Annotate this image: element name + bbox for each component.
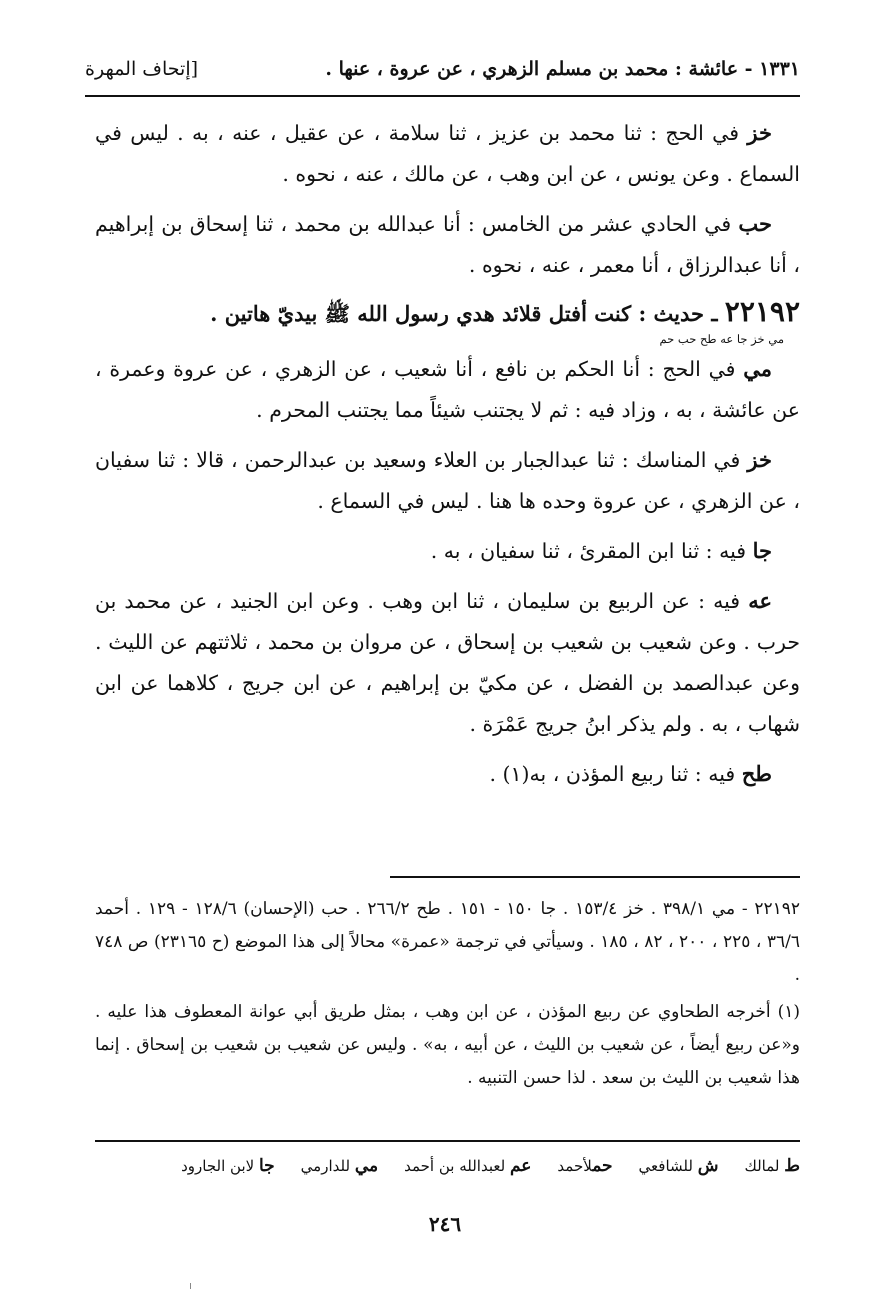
- scan-mark: [190, 1283, 191, 1289]
- hadith-text: كنت أفتل قلائد هدي رسول الله ﷺ بيديّ هاتين .: [210, 301, 632, 326]
- reference-note: ٢٢١٩٢ - مي ٣٩٨/١ . خز ١٥٣/٤ . جا ١٥٠ - ١٥١ . طح ٢٦٦/٢ . حب (الإحسان) ١٢٨/٦ - ١٢٩ . أحمد ٣٦/٦ ، ٢٢٥ ، ٢٠٠ ، ٨٢ ، ١٨٥ . وسيأتي في ترجمة «عمرة» محالاً إلى هذا الموضع (ح ٢٣١٦٥) ص ٧٤٨ .: [95, 899, 800, 985]
- main-text: [95, 112, 800, 803]
- source-code: مي: [743, 356, 772, 381]
- paragraph: [95, 203, 800, 286]
- paragraph: [95, 439, 800, 522]
- paragraph-text: فيه : ثنا ربيع المؤذن ، به(١) .: [489, 762, 742, 786]
- paragraph-text: في الحج : ثنا محمد بن عزيز ، ثنا سلامة ، عن عقيل ، عنه ، به . ليس في السماع . وعن يونس ، عن ابن وهب ، عن مالك ، عنه ، نحوه .: [95, 121, 800, 186]
- hadith-heading: [95, 294, 800, 332]
- source-code: جا: [752, 538, 772, 563]
- source-code: حب: [738, 211, 772, 236]
- source-code: طح: [741, 761, 772, 786]
- paragraph-text: في المناسك : ثنا عبدالجبار بن العلاء وسعيد بن عبدالرحمن ، قالا : ثنا سفيان ، عن الزهري ، عن عروة وحده ها هنا . ليس في السماع .: [95, 448, 800, 513]
- source-code: خز: [747, 447, 772, 472]
- footnotes: [95, 893, 800, 1099]
- paragraph-text: في الحادي عشر من الخامس : أنا عبدالله بن محمد ، ثنا إسحاق بن إبراهيم ، أنا عبدالرزاق ، أنا معمر ، عنه ، نحوه .: [95, 212, 800, 277]
- chapter-title: ١٣٣١ - عائشة : محمد بن مسلم الزهري ، عن عروة ، عنها .: [325, 58, 800, 80]
- hadith-number: ٢٢١٩٢: [724, 295, 800, 328]
- paragraph: [95, 112, 800, 195]
- abbreviation: مي للدارمي: [300, 1156, 379, 1176]
- running-header: [85, 52, 800, 88]
- footnote: (١) أخرجه الطحاوي عن ربيع المؤذن ، عن ابن وهب ، بمثل طريق أبي عوانة المعطوف هذا عليه . و«عن ربيع أيضاً ، عن شعيب بن الليث ، عن أبيه ، به» . وليس عن شعيب بن شعيب بن إسحاق . إنما هذا شعيب بن الليث بن سعد . لذا حسن التنبيه .: [95, 1002, 800, 1088]
- paragraph-text: في الحج : أنا الحكم بن نافع ، أنا شعيب ، عن الزهري ، عن عروة وعمرة ، عن عائشة ، به ، وزاد فيه : ثم لا يجتنب شيئاً مما يجتنب المحرم .: [95, 357, 800, 422]
- hadith-source-codes: مي خز جا عه طح حب حم: [659, 332, 784, 346]
- abbreviations-rule: [95, 1140, 800, 1142]
- paragraph: [95, 580, 800, 745]
- abbreviation: جا لابن الجارود: [181, 1156, 275, 1176]
- page-number: ٢٤٦: [428, 1212, 462, 1236]
- paragraph: [95, 348, 800, 431]
- paragraph-text: فيه : عن الربيع بن سليمان ، ثنا ابن وهب . وعن ابن الجنيد ، عن محمد بن حرب . وعن شعيب بن شعيب بن إسحاق ، عن مروان بن محمد ، ثلاثتهم عن الليث . وعن عبدالصمد بن الفضل ، عن مكيّ بن إبراهيم ، عن ابن جريج ، كلاهما عن ابن شهاب ، به . ولم يذكر ابنُ جريج عَمْرَة .: [95, 589, 800, 736]
- abbreviation: ش للشافعي: [638, 1156, 719, 1176]
- paragraph-text: فيه : ثنا ابن المقرئ ، ثنا سفيان ، به .: [430, 539, 753, 563]
- paragraph: [95, 530, 800, 572]
- abbreviation: حملأحمد: [557, 1156, 613, 1176]
- header-rule: [85, 95, 800, 97]
- source-code: عه: [748, 588, 772, 613]
- source-code: خز: [747, 120, 772, 145]
- footnote-separator: [390, 876, 800, 878]
- abbreviations-key: [95, 1150, 800, 1182]
- paragraph: [95, 753, 800, 795]
- abbreviation: ط لمالك: [744, 1156, 800, 1176]
- hadith-label: ـ حديث :: [631, 301, 725, 326]
- abbreviation: عم لعبدالله بن أحمد: [404, 1156, 532, 1176]
- book-title: [إتحاف المهرة: [85, 58, 199, 80]
